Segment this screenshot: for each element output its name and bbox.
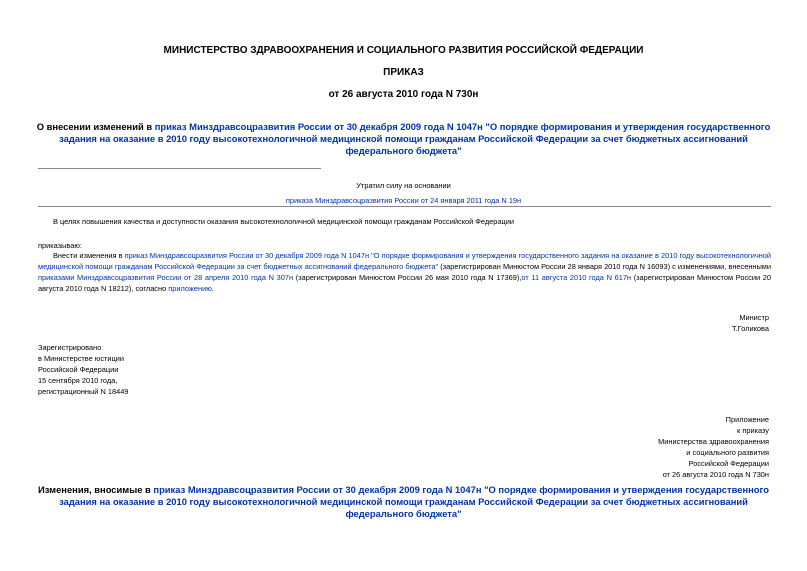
appendix-line: Министерства здравоохранения (658, 437, 769, 446)
changes-title-link[interactable]: приказ Минздравсоцразвития России от 30 декабря 2009 года N 1047н "О порядке формирования и утверждения государственного задания на оказание в 2010 году высокотехнологичной медицинской помощи гражданам Российской Федерации за счет бюджетных ассигнований федерального бюджета" (59, 484, 770, 519)
p1-link-amend-617[interactable]: от 11 августа 2010 года N 617н (521, 273, 632, 282)
ministry-heading: МИНИСТЕРСТВО ЗДРАВООХРАНЕНИЯ И СОЦИАЛЬНОГО РАЗВИТИЯ РОССИЙСКОЙ ФЕДЕРАЦИИ (163, 45, 644, 56)
body-paragraph (38, 250, 771, 294)
changes-title (35, 484, 772, 520)
appendix-line: и социального развития (686, 448, 769, 457)
order-word: приказываю: (38, 241, 82, 250)
registration-line: Зарегистрировано (38, 343, 102, 352)
registration-line: 15 сентября 2010 года, (38, 376, 118, 385)
title-prefix: О внесении изменений в (36, 121, 155, 132)
signature-name: Т.Голикова (731, 324, 769, 333)
appendix-line: Российской Федерации (688, 459, 769, 468)
registration-line: Российской Федерации (38, 365, 119, 374)
expired-notice (0, 180, 807, 206)
p1-text-b: (зарегистрирован Минюстом России 28 января 2010 года N 16093) с изменениями, внесенными (438, 262, 772, 271)
appendix-line: от 26 августа 2010 года N 730н (662, 470, 769, 479)
document-title (35, 121, 772, 157)
signature-position: Министр (739, 313, 769, 322)
expired-text: Утратил силу на основании (356, 181, 451, 190)
p1-link-amend-307[interactable]: приказами Минздравсоцразвития России от 28 апреля 2010 года N 307н (38, 273, 294, 282)
appendix-block (658, 414, 769, 480)
p1-link-order[interactable]: приказ Минздравсоцразвития России от 30 декабря 2009 года N 1047н "О порядке формирования и утверждения государственного задания на оказание в 2010 году высокотехнологичной медицинской помощи гражданам Российской Федерации за счет бюджетных ассигнований федерального бюджета" (38, 251, 771, 271)
divider-bottom (38, 206, 771, 207)
title-link[interactable]: приказ Минздравсоцразвития России от 30 декабря 2009 года N 1047н "О порядке формирования и утверждения государственного задания на оказание в 2010 году высокотехнологичной медицинской помощи гражданам Российской Федерации за счет бюджетных ассигнований федерального бюджета" (59, 121, 771, 156)
registration-line: регистрационный N 18449 (38, 387, 129, 396)
signature-block (732, 312, 769, 334)
expired-link[interactable]: приказа Минздравсоцразвития России от 24 января 2011 года N 19н (285, 196, 522, 205)
appendix-line: Приложение (725, 415, 769, 424)
p1-text-a: Внести изменения в (53, 251, 125, 260)
registration-block (38, 342, 128, 397)
p1-text-d: (зарегистрирован Минюстом России 20 августа 2010 года N 18212), согласно (38, 273, 771, 293)
doc-date-number: от 26 августа 2010 года N 730н (328, 89, 479, 100)
p1-text-c: (зарегистрирован Минюстом России 26 мая 2010 года N 17369), (293, 273, 522, 282)
intro-text: В целях повышения качества и доступности оказания высокотехнологичной медицинской помощи гражданам Российской Федерации (53, 217, 515, 226)
changes-title-prefix: Изменения, вносимые в (37, 484, 154, 495)
doc-type: ПРИКАЗ (383, 67, 424, 78)
registration-line: в Министерстве юстиции (38, 354, 125, 363)
p1-link-appendix[interactable]: приложению (168, 284, 212, 293)
divider-top (38, 168, 321, 169)
p1-text-e: . (211, 284, 214, 293)
appendix-line: к приказу (737, 426, 769, 435)
